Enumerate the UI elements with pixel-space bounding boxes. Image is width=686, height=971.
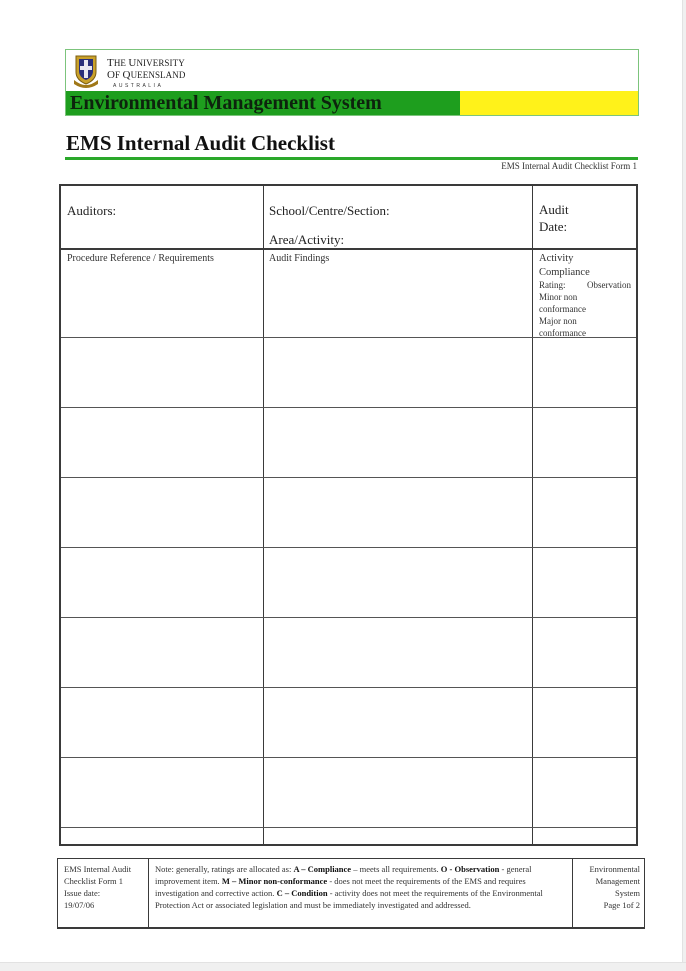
rating-option-major: Major non (539, 316, 577, 326)
footer-issue-date: 19/07/06 (64, 900, 95, 910)
rating-header-line: Activity (539, 253, 574, 264)
rating-m-text: - does not meet the requirements of the EMS and requires investigation and corrective action. (155, 876, 526, 898)
procedure-cell-row-5[interactable] (61, 618, 263, 687)
rating-option-major: conformance (539, 328, 586, 338)
footer-page-info (576, 863, 640, 911)
audit-date-label-line1: Audit (539, 202, 569, 217)
procedure-cell-row-7[interactable] (61, 758, 263, 827)
rating-a-text: – meets all requirements. (351, 864, 441, 874)
procedure-column-header: Procedure Reference / Requirements (67, 253, 214, 264)
findings-cell-row-4[interactable] (264, 548, 532, 617)
findings-cell-row-5[interactable] (264, 618, 532, 687)
rating-cell-row-3[interactable] (533, 478, 636, 547)
rating-cell-row-5[interactable] (533, 618, 636, 687)
rating-o-label: O - Observation (440, 864, 500, 874)
university-name-line1: THE UNIVERSITY (107, 57, 185, 69)
footer-form-name: Checklist Form 1 (64, 876, 124, 886)
crest-icon (73, 54, 99, 88)
findings-cell-row-7[interactable] (264, 758, 532, 827)
footer-system-name: Environmental (589, 864, 640, 874)
form-label: EMS Internal Audit Checklist Form 1 (501, 161, 637, 171)
rating-cell-row-4[interactable] (533, 548, 636, 617)
findings-cell-row-6[interactable] (264, 688, 532, 757)
school-centre-section-label: School/Centre/Section: (269, 203, 390, 218)
system-title: Environmental Management System (70, 92, 382, 114)
area-activity-field[interactable] (361, 222, 529, 246)
rating-cell-row-7[interactable] (533, 758, 636, 827)
rating-cell-row-6[interactable] (533, 688, 636, 757)
page-footer (57, 858, 645, 929)
rating-option-minor: conformance (539, 304, 586, 314)
audit-date-label-line2: Date: (539, 219, 568, 234)
procedure-cell-row-4[interactable] (61, 548, 263, 617)
rating-legend-note (155, 863, 567, 911)
footer-divider (572, 859, 573, 927)
rating-option-observation: Observation (587, 280, 631, 290)
page-number: Page 1of 2 (603, 900, 640, 910)
rating-cell-row-8[interactable] (533, 828, 636, 844)
footer-system-name: Management (595, 876, 640, 886)
procedure-cell-row-1[interactable] (61, 338, 263, 407)
row-divider (61, 248, 636, 250)
rating-o-text: - general improvement item. (155, 864, 532, 886)
rating-options-row (539, 279, 631, 291)
header-banner (65, 49, 639, 116)
procedure-cell-row-2[interactable] (61, 408, 263, 477)
footer-form-info (64, 863, 146, 911)
university-logo (73, 54, 193, 90)
rating-column-header (539, 252, 631, 339)
auditors-field[interactable] (141, 192, 259, 244)
area-activity-label: Area/Activity: (269, 232, 345, 247)
title-divider (65, 157, 638, 160)
footer-form-name: EMS Internal Audit (64, 864, 132, 874)
audit-checklist-table (59, 184, 638, 846)
rating-header-line: Compliance (539, 266, 590, 278)
procedure-cell-row-8[interactable] (61, 828, 263, 844)
findings-column-header: Audit Findings (269, 253, 330, 264)
procedure-cell-row-3[interactable] (61, 478, 263, 547)
findings-cell-row-1[interactable] (264, 338, 532, 407)
rating-c-label: C – Condition (276, 888, 328, 898)
page-title: EMS Internal Audit Checklist (66, 131, 335, 155)
footer-system-name: System (614, 888, 640, 898)
rating-c-text: - activity does not meet the requirements of the Environmental Protection Act or associated legislation and must be immediately investigated and addressed. (155, 888, 543, 910)
audit-date-field[interactable] (581, 192, 635, 244)
findings-cell-row-8[interactable] (264, 828, 532, 844)
findings-cell-row-3[interactable] (264, 478, 532, 547)
rating-option-minor: Minor non (539, 292, 578, 302)
rating-label: Rating: (539, 280, 566, 290)
university-name-line2: OF QUEENSLAND (107, 69, 186, 81)
procedure-cell-row-6[interactable] (61, 688, 263, 757)
findings-cell-row-2[interactable] (264, 408, 532, 477)
accent-bar (460, 91, 638, 115)
rating-m-label: M – Minor non-conformance (221, 876, 328, 886)
note-intro: Note: generally, ratings are allocated as: (155, 864, 294, 874)
university-country: AUSTRALIA (113, 83, 164, 89)
auditors-label: Auditors: (67, 203, 117, 218)
page-edge (682, 0, 686, 970)
footer-divider (148, 859, 149, 927)
system-title-bar (66, 91, 460, 115)
rating-cell-row-2[interactable] (533, 408, 636, 477)
rating-a-label: A – Compliance (293, 864, 352, 874)
rating-cell-row-1[interactable] (533, 338, 636, 407)
footer-issue-date-label: Issue date: (64, 888, 101, 898)
school-centre-section-field[interactable] (401, 192, 529, 216)
